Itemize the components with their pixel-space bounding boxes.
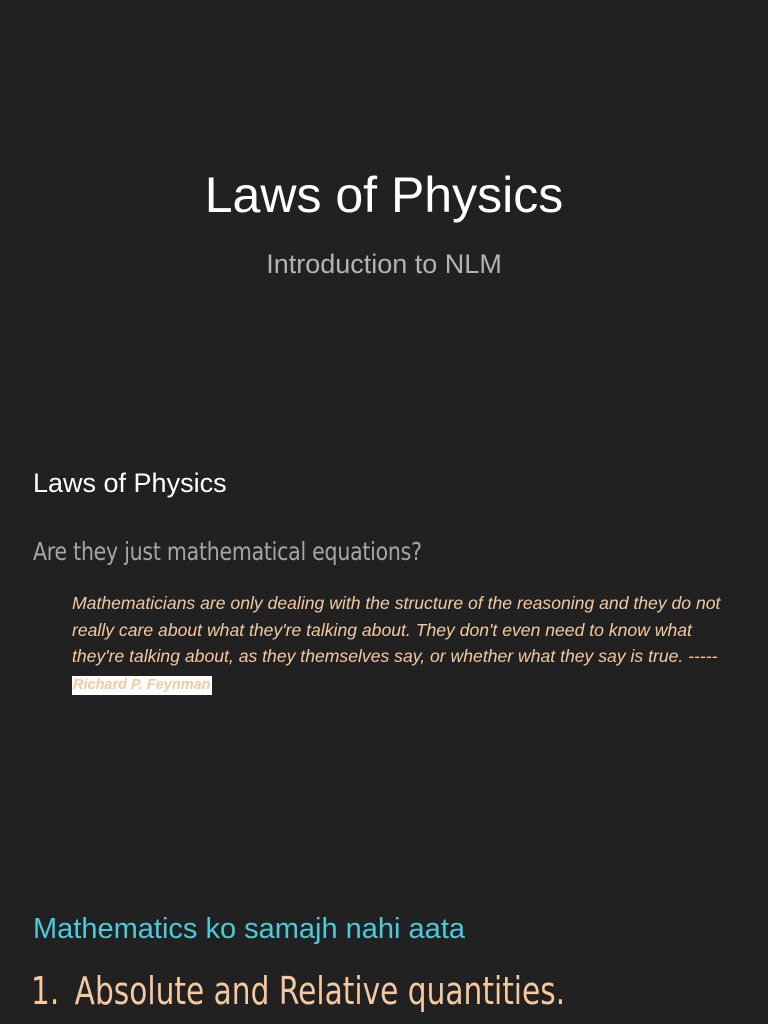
page-subtitle: Introduction to NLM (266, 249, 502, 279)
feynman-quote (72, 590, 732, 698)
next-section-heading: Mathematics ko samajh nahi aata (33, 913, 465, 945)
list-item-number: 1. (31, 969, 60, 1013)
section-heading: Laws of Physics (33, 468, 227, 498)
list-item-text: Absolute and Relative quantities. (74, 969, 566, 1013)
list-item (31, 967, 565, 1015)
quote-author: Richard P. Feynman (73, 676, 211, 693)
page-title: Laws of Physics (204, 167, 564, 223)
section-question: Are they just mathematical equations? (33, 537, 422, 566)
quote-text: Mathematicians are only dealing with the structure of the reasoning and they do not really care about what they're talking about. They don't even need to know what they're talking about, as they themselves say, or whether what they say is true. ----- (72, 593, 721, 666)
